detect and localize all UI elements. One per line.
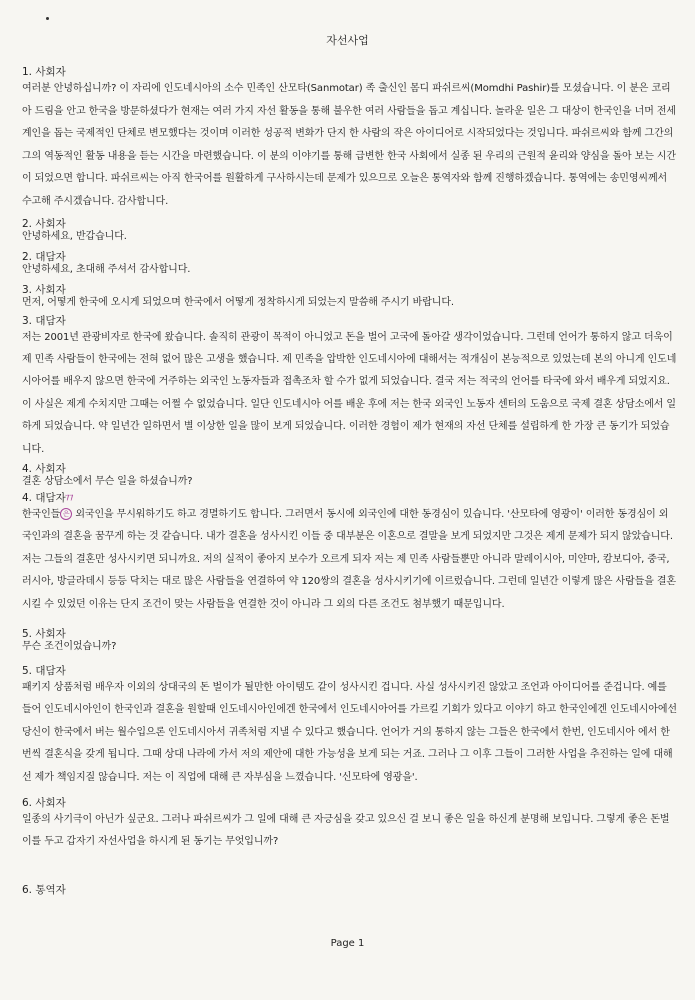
section-text: 결혼 상담소에서 무슨 일을 하셨습니까? (22, 476, 193, 487)
section-1-host (22, 66, 677, 214)
section-text-rest: 외국인을 무시워하기도 하고 경멸하기도 합니다. 그러면서 동시에 외국인에 대한 동경심이 있습니다. '산모타에 영광이' 이러한 동경심이 외국인과의 결혼을 꿈꾸게 하는 것 같습니다. 내가 결혼을 성사시킨 이들 중 대부분은 이혼으로 결말을 보게 되었지만 그것은 제게 문제가 되지 않았습니다. 저는 그들의 결혼만 성사시키면 되니까요. 저의 실적이 좋아지 보수가 오르게 되자 저는 제 민족 사람들뿐만 아니라 말레이시아, 미얀마, 캄보디아, 중국, 러시아, 방글라데시 등등 닥치는 대로 많은 사람들을 연결하여 약 120쌍의 결혼을 성사시키기에 이르렀습니다. 그런데 일년간 이렇게 많은 사람들을 결혼 시킬 수 있었던 이유는 단지 조건이 맞는 사람들을 연결한 것이 아니라 그 외의 다른 조건도 첨부했기 때문입니다. (22, 509, 676, 610)
section-text: 무슨 조건이었습니까? (22, 641, 117, 653)
section-6-host (22, 797, 677, 854)
section-header: 6. 사회자 (22, 797, 66, 810)
section-header: 2. 대담자 (22, 250, 66, 263)
section-text: 여러분 안녕하십니까? 이 자리에 인도네시아의 소수 민족인 산모타(Sanmotar) 족 출신인 몸디 파쉬르씨(Momdhi Pashir)를 모셨습니다. 이 분은 코리아 드림을 안고 한국을 방문하셨다가 현재는 여러 가지 자선 활동을 통해 불우한 여러 사람들을 돕고 계십니다. 놀라운 일은 그 대상이 한국인을 너머 전세계인을 돕는 국제적인 단체로 변모했다는 것이며 이러한 성공적 변화가 단지 한 사람의 작은 아이디어로 시작되었다는 것입니다. 파쉬르씨와 함께 그간의 그의 역동적인 활동 내용을 듣는 시간을 마련했습니다. 이 분의 이야기를 통해 급변한 한국 사회에서 실종 된 우리의 근원적 윤리와 양심을 돌아 보는 시간이 되었으면 합니다. 파쉬르씨는 아직 한국어를 원활하게 구사하시는데 문제가 있으므로 오늘은 통역자와 함께 진행하겠습니다. 통역에는 송민영씨께서 수고해 주시겠습니다. 감사합니다. (22, 83, 676, 207)
section-5-guest (22, 665, 677, 789)
section-header: 4. 사회자 (22, 463, 66, 475)
section-text: 먼저, 어떻게 한국에 오시게 되었으며 한국에서 어떻게 정착하시게 되었는지 말씀해 주시기 바랍니다. (22, 296, 454, 308)
section-4-guest (22, 492, 677, 616)
section-text: 저는 2001년 관광비자로 한국에 왔습니다. 솔직히 관광이 목적이 아니었고 돈을 벌어 고국에 돌아갈 생각이었습니다. 그런데 언어가 통하지 않고 더욱이 제 민족 사람들이 한국에는 전혀 없어 많은 고생을 했습니다. 제 민족을 압박한 인도네시아에 대해서는 적개심이 본능적으로 있었는데 본의 아니게 인도네시아어를 배우지 않으면 한국에 거주하는 외국인 노동자들과 접촉조차 할 수가 없게 되었습니다. 결국 저는 적국의 언어를 타국에 와서 배우게 되었지요. 이 사실은 제게 수치지만 그때는 어쩔 수 없었습니다. 일단 인도네시아 어를 배운 후에 저는 한국 외국인 노동자 센터의 도움으로 국제 결혼 상담소에서 일하게 되었습니다. 약 일년간 일하면서 별 이상한 일을 많이 보게 되었습니다. 이러한 경험이 제가 현재의 자선 단체를 설립하게 한 가장 큰 동기가 되었습니다. (22, 331, 677, 455)
section-header-label: 4. 대담자 (22, 492, 66, 504)
section-text: 패키지 상품처럼 배우자 이외의 상대국의 돈 벌이가 될만한 아이템도 같이 성사시킨 겁니다. 사실 성사시키진 않았고 조언과 아이디어를 준겁니다. 예를 들어 인도네시아인이 한국인과 결혼을 원할때 인도네시아인에겐 한국에서 인도네시아어를 가르킬 기회가 있다고 이야기 하고 한국인에겐 인도네시아에선 당신이 한국에서 버는 월수입으론 인도네시아서 귀족처럼 지낼 수 있다고 했습니다. 언어가 거의 통하지 않는 그들은 한국에서 한번, 인도네시아 에서 한번씩 결혼식을 갖게 됩니다. 그때 상대 나라에 가서 저의 제안에 대한 가능성을 보게 되는 거죠. 그러나 그 이후 그들이 그러한 사업을 추진하는 일에 대해선 제가 책임지질 않습니다. 저는 이 직업에 대해 큰 자부심을 느꼈습니다. '신모타에 영광을'. (22, 682, 677, 783)
circled-mark: 은 (60, 508, 72, 520)
section-2-guest (22, 251, 677, 276)
page-number: Page 1 (330, 938, 365, 949)
section-4-host (22, 463, 677, 488)
section-text: 일종의 사기극이 아닌가 싶군요. 그러나 파쉬르씨가 그 일에 대해 큰 자긍심을 갖고 있으신 걸 보니 좋은 일을 하신게 분명해 보입니다. 그렇게 좋은 돈벌이를 두고 갑자기 자선사업을 하시게 된 동기는 무엇입니까? (22, 814, 670, 848)
section-header: 5. 대담자 (22, 665, 66, 678)
handwritten-mark: ㄲ (61, 491, 74, 505)
section-5-host (22, 628, 677, 653)
section-header: 2. 사회자 (22, 217, 66, 230)
section-header: 3. 대담자 (22, 314, 66, 327)
section-text: 안녕하세요, 초대해 주셔서 감사합니다. (22, 263, 191, 275)
section-header: 3. 사회자 (22, 283, 66, 296)
section-6-interpreter (22, 884, 677, 896)
section-header (22, 492, 677, 504)
document-body (22, 66, 677, 902)
scan-speck (46, 17, 49, 20)
section-header: 5. 사회자 (22, 628, 66, 641)
section-header: 1. 사회자 (22, 66, 66, 78)
document-title: 자선사업 (326, 34, 369, 47)
section-header: 6. 통역자 (22, 883, 66, 896)
section-3-host (22, 284, 677, 309)
section-3-guest (22, 315, 677, 461)
section-text: 안녕하세요, 반갑습니다. (22, 230, 127, 242)
section-text (22, 504, 677, 616)
section-text-lead: 한국인들 (22, 509, 61, 520)
section-2-host (22, 218, 677, 243)
